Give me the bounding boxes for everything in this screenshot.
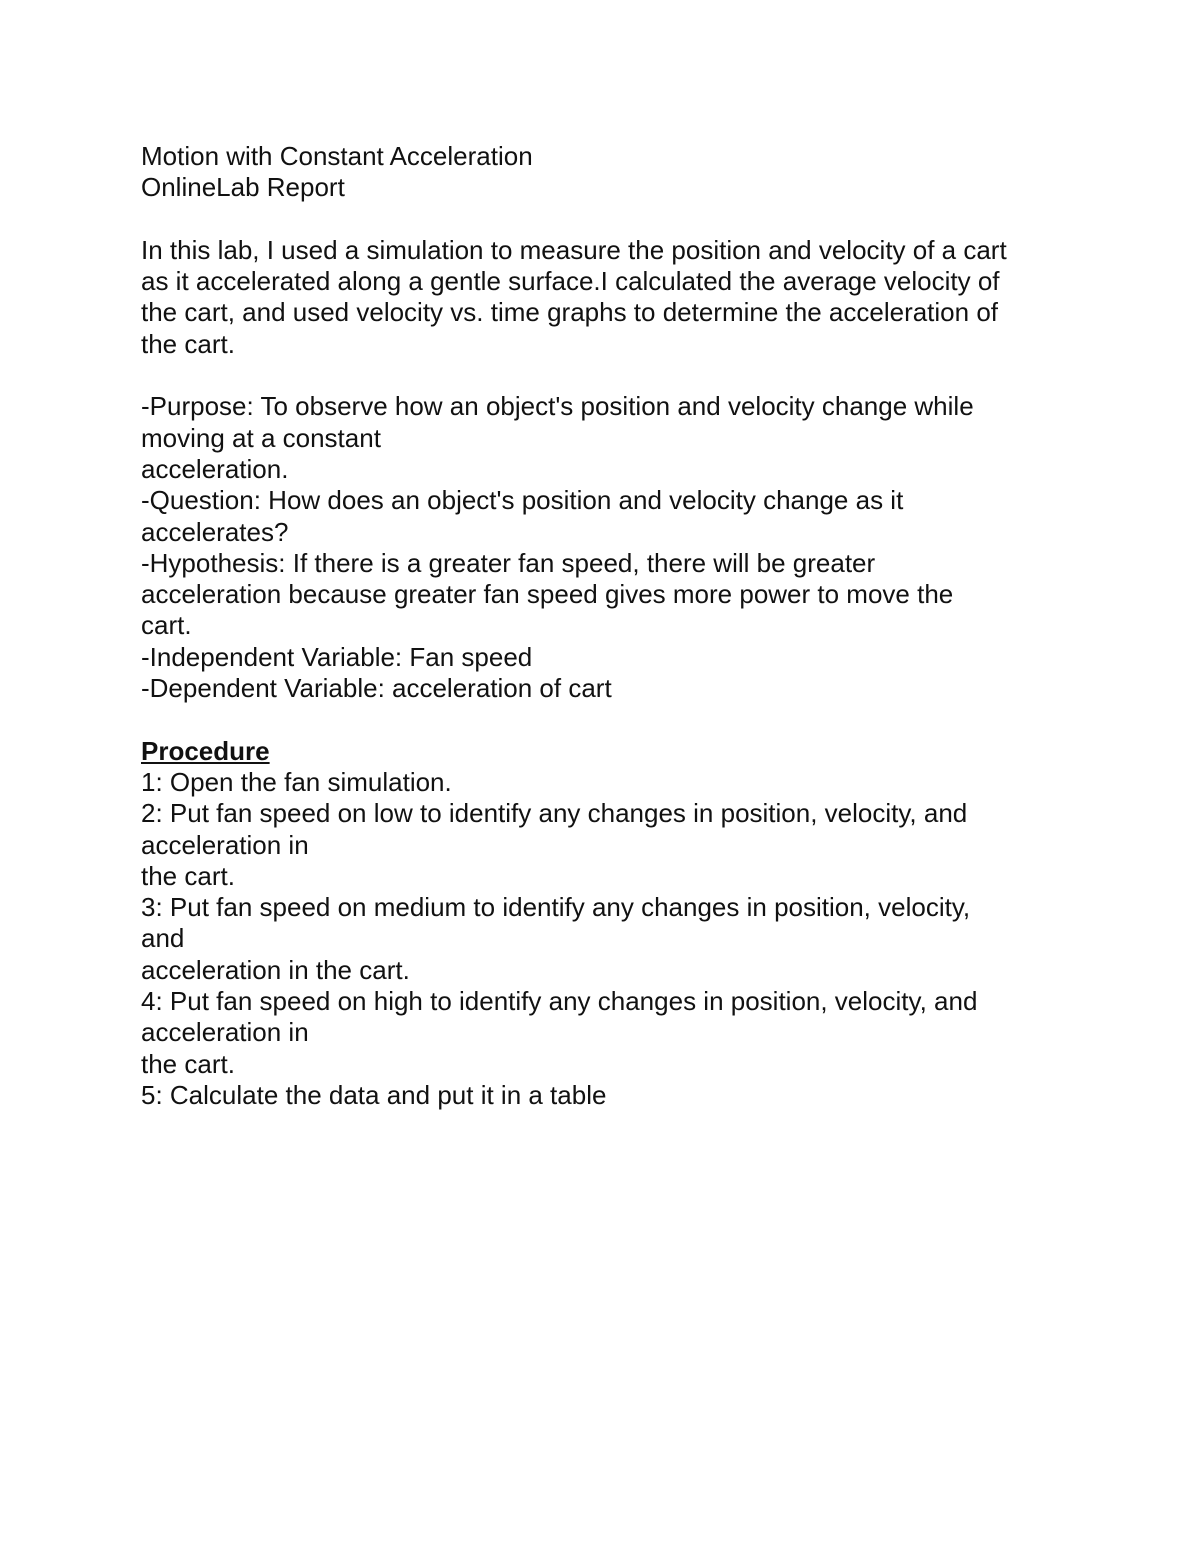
procedure-step: 3: Put fan speed on medium to identify any changes in position, velocity, — [141, 892, 971, 923]
hypothesis-line: cart. — [141, 610, 192, 641]
purpose-line: -Purpose: To observe how an object's position and velocity change while — [141, 391, 974, 422]
procedure-step: 2: Put fan speed on low to identify any changes in position, velocity, and — [141, 798, 968, 829]
document-subtitle: OnlineLab Report — [141, 172, 345, 203]
procedure-step: and — [141, 923, 185, 954]
intro-line: the cart. — [141, 328, 235, 359]
procedure-step: acceleration in — [141, 829, 309, 860]
spacer — [141, 704, 1071, 735]
procedure-step: the cart. — [141, 1048, 235, 1079]
hypothesis-line: acceleration because greater fan speed gives more power to move the — [141, 579, 954, 610]
procedure-step: acceleration in the cart. — [141, 954, 410, 985]
procedure-step: 4: Put fan speed on high to identify any changes in position, velocity, and — [141, 986, 978, 1017]
intro-line: as it accelerated along a gentle surface.I calculated the average velocity of — [141, 266, 1000, 297]
hypothesis-line: -Hypothesis: If there is a greater fan speed, there will be greater — [141, 547, 876, 578]
question-line: -Question: How does an object's position and velocity change as it — [141, 485, 904, 516]
procedure-step: acceleration in — [141, 1017, 309, 1048]
details-section — [141, 391, 1071, 704]
independent-variable-line: -Independent Variable: Fan speed — [141, 641, 533, 672]
dependent-variable-line: -Dependent Variable: acceleration of cart — [141, 673, 612, 704]
purpose-line: moving at a constant — [141, 422, 381, 453]
question-line: accelerates? — [141, 516, 289, 547]
procedure-section — [141, 736, 1071, 1112]
intro-line: the cart, and used velocity vs. time graphs to determine the acceleration of — [141, 297, 999, 328]
procedure-step: the cart. — [141, 860, 235, 891]
spacer — [141, 360, 1071, 391]
procedure-heading: Procedure — [141, 735, 270, 766]
intro-line: In this lab, I used a simulation to measure the position and velocity of a cart — [141, 234, 1007, 265]
purpose-line: acceleration. — [141, 453, 289, 484]
intro-paragraph — [141, 235, 1071, 360]
document-body — [141, 141, 1071, 1111]
procedure-step: 1: Open the fan simulation. — [141, 766, 452, 797]
spacer — [141, 204, 1071, 235]
procedure-step: 5: Calculate the data and put it in a table — [141, 1079, 607, 1110]
document-title: Motion with Constant Acceleration — [141, 141, 533, 171]
